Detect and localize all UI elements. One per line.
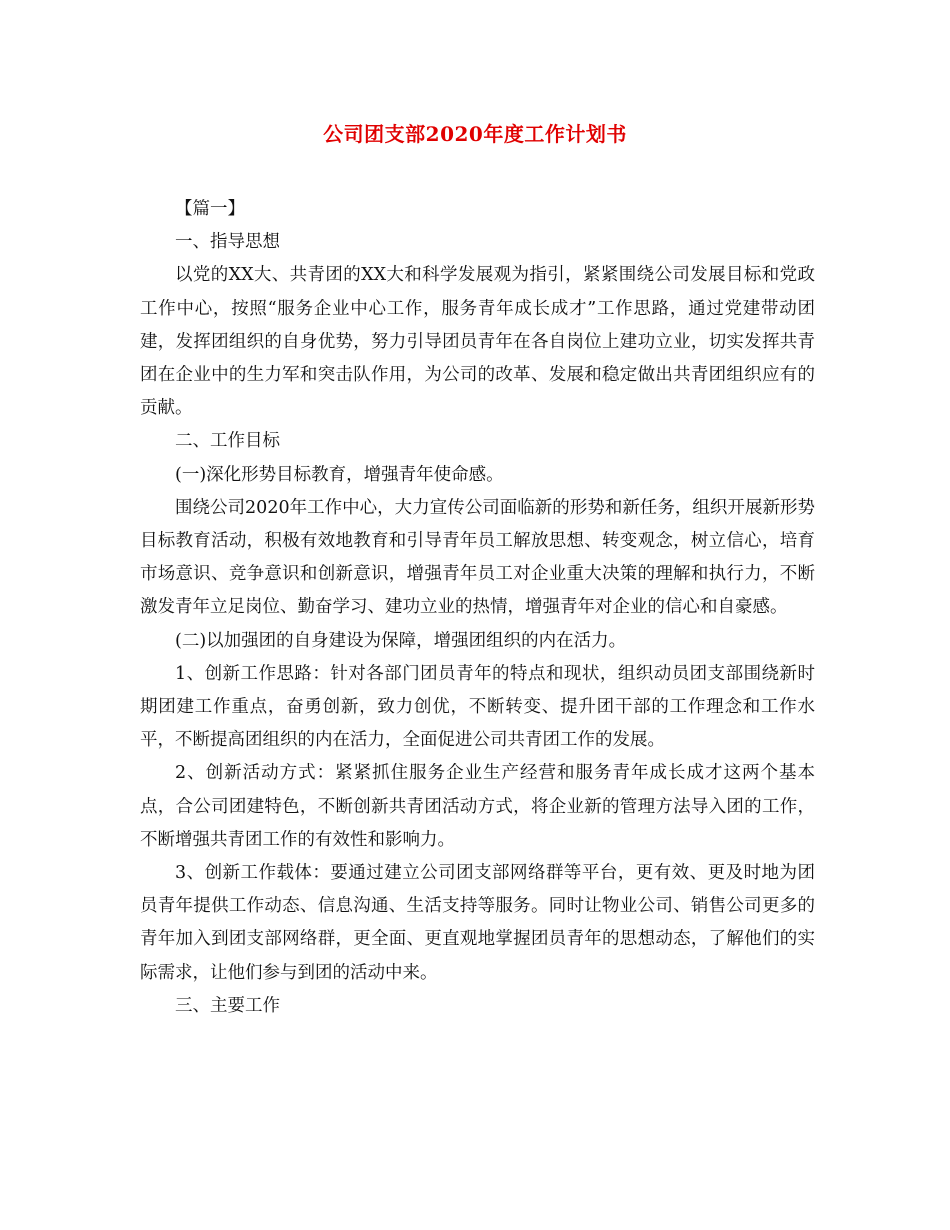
paragraph-guiding-ideology: 以党的XX大、共青团的XX大和科学发展观为指引，紧紧围绕公司发展目标和党政工作中心，按照“服务企业中心工作，服务青年成长成才”工作思路，通过党建带动团建，发挥团组织的自身优势，努力引导团员青年在各自岗位上建功立业，切实发挥共青团在企业中的生力军和突击队作用，为公司的改革、发展和稳定做出共青团组织应有的贡献。 [140,265,815,419]
paragraph-innovation-activities: 2、创新活动方式：紧紧抓住服务企业生产经营和服务青年成长成才这两个基本点，合公司团建特色，不断创新共青团活动方式，将企业新的管理方法导入团的工作，不断增强共青团工作的有效性和影响力。 [140,763,815,850]
paragraph-innovation-thinking: 1、创新工作思路：针对各部门团员青年的特点和现状，组织动员团支部围绕新时期团建工作重点，奋勇创新，致力创优，不断转变、提升团干部的工作理念和工作水平，不断提高团组织的内在活力，全面促进公司共青团工作的发展。 [140,663,815,751]
heading-work-goals: 二、工作目标 [175,431,280,452]
subheading-goal-2: (二)以加强团的自身建设为保障，增强团组织的内在活力。 [175,630,627,651]
subheading-goal-1: (一)深化形势目标教育，增强青年使命感。 [175,464,504,485]
document-title: 公司团支部2020年度工作计划书 [323,122,627,146]
document-body [140,193,815,1023]
heading-guiding-ideology: 一、指导思想 [175,232,280,253]
heading-main-work: 三、主要工作 [175,995,280,1016]
paragraph-goal-1: 围绕公司2020年工作中心，大力宣传公司面临新的形势和新任务，组织开展新形势目标教育活动，积极有效地教育和引导青年员工解放思想、转变观念，树立信心，培育市场意识、竞争意识和创新意识，增强青年员工对企业重大决策的理解和执行力，不断激发青年立足岗位、勤奋学习、建功立业的热情，增强青年对企业的信心和自豪感。 [140,497,815,618]
section-label: 【篇一】 [175,199,245,219]
paragraph-innovation-carriers: 3、创新工作载体：要通过建立公司团支部网络群等平台，更有效、更及时地为团员青年提供工作动态、信息沟通、生活支持等服务。同时让物业公司、销售公司更多的青年加入到团支部网络群，更全面、更直观地掌握团员青年的思想动态，了解他们的实际需求，让他们参与到团的活动中来。 [140,863,815,983]
